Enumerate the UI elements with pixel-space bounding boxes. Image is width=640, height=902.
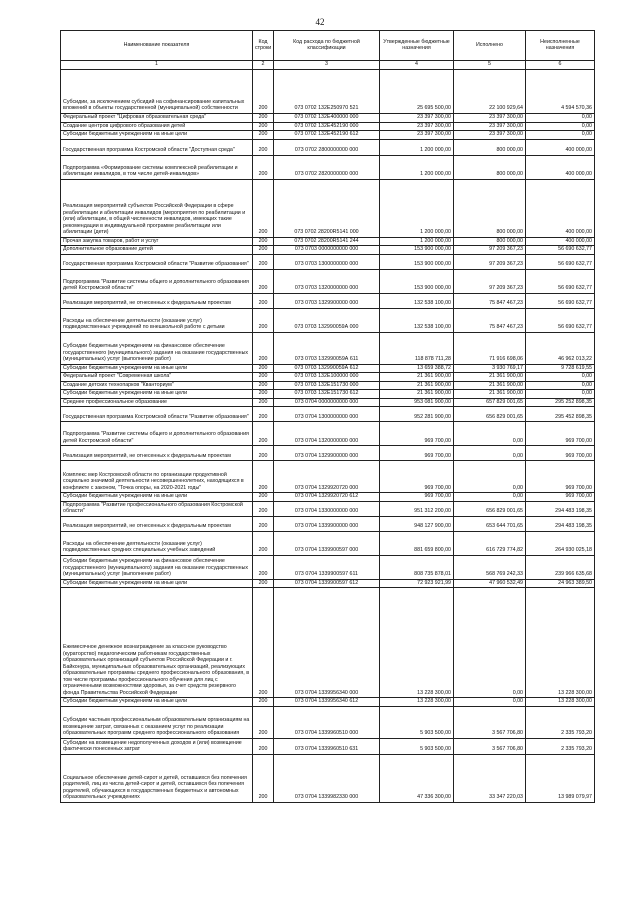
executed-amount: 22 100 929,64 xyxy=(454,69,526,113)
unexecuted-amount: 239 966 635,68 xyxy=(526,555,595,579)
line-code: 200 xyxy=(253,754,274,802)
budget-code: 073 0703 132990059А 000 xyxy=(274,308,380,332)
approved-amount: 951 312 200,00 xyxy=(380,501,454,516)
header-approved: Утвержденные бюджетные назначения xyxy=(380,31,454,61)
indicator-name: Реализация мероприятий, не отнесенных к федеральным проектам xyxy=(61,293,253,308)
budget-code: 073 0702 2820000000 000 xyxy=(274,155,380,179)
table-row xyxy=(61,516,595,531)
indicator-name: Ежемесячное денежное вознаграждение за классное руководство (кураторство) педагогическим работникам государственных образовательных организаций субъектов Российской Федерации и г. Байконура, муниципальных образовательных организаций, реализующих образовательные программы среднего профессионального образования, в том числе программы профессионального обучения для лиц с ограниченными возможностями здоровья, за счет средств резервного фонда Правительства Российской Федерации xyxy=(61,588,253,698)
budget-code: 073 0703 1300000000 000 xyxy=(274,254,380,269)
indicator-name: Субсидии бюджетным учреждениям на иные цели xyxy=(61,579,253,588)
table-row xyxy=(61,246,595,255)
approved-amount: 969 700,00 xyxy=(380,493,454,502)
executed-amount: 71 916 698,06 xyxy=(454,332,526,364)
approved-amount: 23 397 300,00 xyxy=(380,131,454,140)
indicator-name: Субсидии, за исключением субсидий на софинансирование капитальных вложений в объекты государственной (муниципальной) собственности xyxy=(61,69,253,113)
line-code: 200 xyxy=(253,516,274,531)
line-code: 200 xyxy=(253,139,274,155)
line-code: 200 xyxy=(253,179,274,237)
indicator-name: Создание центров цифрового образования детей xyxy=(61,122,253,131)
line-code: 200 xyxy=(253,293,274,308)
column-number-row xyxy=(61,61,595,70)
approved-amount: 72 923 921,99 xyxy=(380,579,454,588)
line-code: 200 xyxy=(253,381,274,390)
table-row xyxy=(61,113,595,122)
table-row xyxy=(61,579,595,588)
unexecuted-amount: 295 452 898,35 xyxy=(526,407,595,422)
unexecuted-amount: 969 700,00 xyxy=(526,493,595,502)
approved-amount: 948 127 900,00 xyxy=(380,516,454,531)
table-row xyxy=(61,69,595,113)
line-code: 200 xyxy=(253,501,274,516)
unexecuted-amount: 56 690 632,77 xyxy=(526,308,595,332)
column-number: 6 xyxy=(526,61,595,70)
unexecuted-amount: 56 690 632,77 xyxy=(526,246,595,255)
budget-code: 073 0704 1330000000 000 xyxy=(274,501,380,516)
indicator-name: Субсидии бюджетным учреждениям на иные цели xyxy=(61,493,253,502)
indicator-name: Реализация мероприятий, не отнесенных к федеральным проектам xyxy=(61,446,253,461)
approved-amount: 969 700,00 xyxy=(380,461,454,493)
budget-code: 073 0703 132E100000 000 xyxy=(274,373,380,382)
table-row xyxy=(61,555,595,579)
unexecuted-amount: 2 335 793,20 xyxy=(526,738,595,754)
indicator-name: Расходы на обеспечение деятельности (оказание услуг) подведомственных средних специальных учебных заведений xyxy=(61,531,253,555)
executed-amount: 97 209 367,23 xyxy=(454,269,526,293)
indicator-name: Государственная программа Костромской области "Развитие образования" xyxy=(61,254,253,269)
budget-code: 073 0703 1320000000 000 xyxy=(274,269,380,293)
line-code: 200 xyxy=(253,122,274,131)
executed-amount: 0,00 xyxy=(454,461,526,493)
line-code: 200 xyxy=(253,398,274,407)
executed-amount: 0,00 xyxy=(454,422,526,446)
header-row xyxy=(61,31,595,61)
unexecuted-amount: 56 690 632,77 xyxy=(526,254,595,269)
approved-amount: 153 900 000,00 xyxy=(380,246,454,255)
indicator-name: Подпрограмма "Развитие системы общего и дополнительного образования детей Костромской области" xyxy=(61,422,253,446)
indicator-name: Подпрограмма "Развитие системы общего и дополнительного образования детей Костромской области" xyxy=(61,269,253,293)
executed-amount: 3 567 706,80 xyxy=(454,738,526,754)
executed-amount: 21 361 900,00 xyxy=(454,373,526,382)
budget-code: 073 0703 132E151730 000 xyxy=(274,381,380,390)
approved-amount: 969 700,00 xyxy=(380,422,454,446)
unexecuted-amount: 295 252 898,35 xyxy=(526,398,595,407)
table-row xyxy=(61,390,595,399)
line-code: 200 xyxy=(253,446,274,461)
indicator-name: Социальное обеспечение детей-сирот и детей, оставшихся без попечения родителей, лиц из числа детей-сирот и детей, оставшихся без попечения родителей, обучающихся в государственных бюджетных и автономных образовательных учреждениях xyxy=(61,754,253,802)
executed-amount: 23 397 300,00 xyxy=(454,122,526,131)
column-number: 3 xyxy=(274,61,380,70)
budget-code: 073 0703 132990059А 612 xyxy=(274,364,380,373)
table-row xyxy=(61,364,595,373)
budget-code: 073 0703 0000000000 000 xyxy=(274,246,380,255)
header-indicator-name: Наименование показателя xyxy=(61,31,253,61)
unexecuted-amount: 13 228 300,00 xyxy=(526,588,595,698)
approved-amount: 808 735 878,01 xyxy=(380,555,454,579)
indicator-name: Дополнительное образование детей xyxy=(61,246,253,255)
unexecuted-amount: 0,00 xyxy=(526,122,595,131)
budget-code: 073 0703 132E151730 612 xyxy=(274,390,380,399)
unexecuted-amount: 9 728 619,55 xyxy=(526,364,595,373)
executed-amount: 800 000,00 xyxy=(454,237,526,246)
executed-amount: 47 960 532,49 xyxy=(454,579,526,588)
line-code: 200 xyxy=(253,555,274,579)
unexecuted-amount: 294 483 198,35 xyxy=(526,501,595,516)
approved-amount: 1 200 000,00 xyxy=(380,139,454,155)
approved-amount: 47 336 300,00 xyxy=(380,754,454,802)
line-code: 200 xyxy=(253,706,274,738)
executed-amount: 656 829 001,65 xyxy=(454,501,526,516)
approved-amount: 153 900 000,00 xyxy=(380,269,454,293)
unexecuted-amount: 969 700,00 xyxy=(526,461,595,493)
approved-amount: 1 200 000,00 xyxy=(380,179,454,237)
budget-code: 073 0703 1329900000 000 xyxy=(274,293,380,308)
indicator-name: Субсидии бюджетным учреждениям на иные цели xyxy=(61,698,253,707)
line-code: 200 xyxy=(253,407,274,422)
executed-amount: 3 930 769,17 xyxy=(454,364,526,373)
table-row xyxy=(61,501,595,516)
unexecuted-amount: 13 989 079,97 xyxy=(526,754,595,802)
approved-amount: 13 228 300,00 xyxy=(380,588,454,698)
budget-code: 073 0704 1339900000 000 xyxy=(274,516,380,531)
table-row xyxy=(61,738,595,754)
unexecuted-amount: 400 000,00 xyxy=(526,139,595,155)
executed-amount: 23 397 300,00 xyxy=(454,131,526,140)
budget-code: 073 0702 2800000000 000 xyxy=(274,139,380,155)
approved-amount: 1 200 000,00 xyxy=(380,237,454,246)
budget-code: 073 0702 28200R5141 000 xyxy=(274,179,380,237)
table-row xyxy=(61,293,595,308)
line-code: 200 xyxy=(253,237,274,246)
executed-amount: 21 361 900,00 xyxy=(454,390,526,399)
executed-amount: 0,00 xyxy=(454,588,526,698)
table-body xyxy=(61,69,595,802)
budget-code: 073 0702 132E452190 000 xyxy=(274,122,380,131)
table-row xyxy=(61,407,595,422)
unexecuted-amount: 0,00 xyxy=(526,381,595,390)
table-row xyxy=(61,332,595,364)
approved-amount: 952 281 900,00 xyxy=(380,407,454,422)
indicator-name: Среднее профессиональное образование xyxy=(61,398,253,407)
line-code: 200 xyxy=(253,422,274,446)
line-code: 200 xyxy=(253,155,274,179)
table-row xyxy=(61,461,595,493)
table-row xyxy=(61,398,595,407)
table-row xyxy=(61,381,595,390)
executed-amount: 800 000,00 xyxy=(454,179,526,237)
executed-amount: 75 847 467,23 xyxy=(454,308,526,332)
budget-code: 073 0704 1339960510 631 xyxy=(274,738,380,754)
table-row xyxy=(61,237,595,246)
unexecuted-amount: 969 700,00 xyxy=(526,446,595,461)
table-row xyxy=(61,179,595,237)
budget-code: 073 0704 1329920720 000 xyxy=(274,461,380,493)
approved-amount: 153 900 000,00 xyxy=(380,254,454,269)
column-number: 5 xyxy=(454,61,526,70)
unexecuted-amount: 0,00 xyxy=(526,113,595,122)
approved-amount: 21 361 900,00 xyxy=(380,373,454,382)
table-row xyxy=(61,422,595,446)
table-row xyxy=(61,373,595,382)
indicator-name: Субсидии бюджетным учреждениям на финансовое обеспечение государственного (муниципального) задания на оказание государственных (муниципальных) услуг (выполнение работ) xyxy=(61,555,253,579)
budget-execution-table xyxy=(60,30,595,803)
line-code: 200 xyxy=(253,131,274,140)
approved-amount: 1 200 000,00 xyxy=(380,155,454,179)
approved-amount: 132 538 100,00 xyxy=(380,293,454,308)
budget-code: 073 0702 132E400000 000 xyxy=(274,113,380,122)
approved-amount: 881 659 800,00 xyxy=(380,531,454,555)
page-number: 42 xyxy=(315,17,325,27)
indicator-name: Государственная программа Костромской области "Развитие образования" xyxy=(61,407,253,422)
unexecuted-amount: 0,00 xyxy=(526,373,595,382)
executed-amount: 616 729 774,82 xyxy=(454,531,526,555)
table-row xyxy=(61,122,595,131)
unexecuted-amount: 400 000,00 xyxy=(526,179,595,237)
table-row xyxy=(61,706,595,738)
approved-amount: 5 903 500,00 xyxy=(380,738,454,754)
budget-code: 073 0704 1300000000 000 xyxy=(274,407,380,422)
line-code: 200 xyxy=(253,531,274,555)
unexecuted-amount: 4 594 570,36 xyxy=(526,69,595,113)
executed-amount: 656 829 001,65 xyxy=(454,407,526,422)
executed-amount: 33 347 220,03 xyxy=(454,754,526,802)
indicator-name: Субсидии на возмещение недополученных доходов и (или) возмещение фактически понесенных затрат xyxy=(61,738,253,754)
line-code: 200 xyxy=(253,364,274,373)
column-number: 2 xyxy=(253,61,274,70)
unexecuted-amount: 24 963 389,50 xyxy=(526,579,595,588)
executed-amount: 657 829 001,65 xyxy=(454,398,526,407)
unexecuted-amount: 0,00 xyxy=(526,390,595,399)
line-code: 200 xyxy=(253,698,274,707)
line-code: 200 xyxy=(253,254,274,269)
table-row xyxy=(61,493,595,502)
table-row xyxy=(61,155,595,179)
indicator-name: Реализация мероприятий субъектов Российской Федерации в сфере реабилитации и абилитации инвалидов (мероприятия по реабилитации и (или) абилитации, в общей численности инвалидов, имеющих такие рекомендации в индивидуальной программе реабилитации или абилитации (дети) xyxy=(61,179,253,237)
executed-amount: 0,00 xyxy=(454,493,526,502)
indicator-name: Федеральный проект "Цифровая образовательная среда" xyxy=(61,113,253,122)
line-code: 200 xyxy=(253,373,274,382)
unexecuted-amount: 264 930 025,18 xyxy=(526,531,595,555)
budget-code: 073 0702 132E250970 521 xyxy=(274,69,380,113)
approved-amount: 21 361 900,00 xyxy=(380,381,454,390)
column-number: 4 xyxy=(380,61,454,70)
line-code: 200 xyxy=(253,738,274,754)
line-code: 200 xyxy=(253,588,274,698)
indicator-name: Комплекс мер Костромской области по организации продуктивной социально значимой деятельности несовершеннолетних, находящихся в конфликте с законом, "Точка опоры, на 2020-2021 годы" xyxy=(61,461,253,493)
indicator-name: Прочая закупка товаров, работ и услуг xyxy=(61,237,253,246)
budget-code: 073 0704 1329900000 000 xyxy=(274,446,380,461)
header-budget-code: Код расхода по бюджетной классификации xyxy=(274,31,380,61)
executed-amount: 653 644 701,65 xyxy=(454,516,526,531)
budget-code: 073 0703 132990059А 611 xyxy=(274,332,380,364)
unexecuted-amount: 294 483 198,35 xyxy=(526,516,595,531)
executed-amount: 0,00 xyxy=(454,698,526,707)
line-code: 200 xyxy=(253,246,274,255)
line-code: 200 xyxy=(253,579,274,588)
table-row xyxy=(61,254,595,269)
table-row xyxy=(61,754,595,802)
executed-amount: 97 209 367,23 xyxy=(454,246,526,255)
table-row xyxy=(61,131,595,140)
table-row xyxy=(61,698,595,707)
budget-code: 073 0704 1339960510 000 xyxy=(274,706,380,738)
header-executed: Исполнено xyxy=(454,31,526,61)
indicator-name: Субсидии бюджетным учреждениям на иные цели xyxy=(61,364,253,373)
approved-amount: 21 361 900,00 xyxy=(380,390,454,399)
approved-amount: 25 695 500,00 xyxy=(380,69,454,113)
budget-code: 073 0704 1339900597 000 xyxy=(274,531,380,555)
unexecuted-amount: 46 962 013,22 xyxy=(526,332,595,364)
indicator-name: Расходы на обеспечение деятельности (оказание услуг) подведомственных учреждений по внешкольной работе с детьми xyxy=(61,308,253,332)
indicator-name: Субсидии бюджетным учреждениям на иные цели xyxy=(61,131,253,140)
budget-code: 073 0704 1339982330 000 xyxy=(274,754,380,802)
executed-amount: 21 361 900,00 xyxy=(454,381,526,390)
indicator-name: Субсидии бюджетным учреждениям на финансовое обеспечение государственного (муниципального) задания на оказание государственных (муниципальных) услуг (выполнение работ) xyxy=(61,332,253,364)
approved-amount: 118 878 711,28 xyxy=(380,332,454,364)
indicator-name: Федеральный проект "Современная школа" xyxy=(61,373,253,382)
budget-code: 073 0702 132E452190 612 xyxy=(274,131,380,140)
unexecuted-amount: 400 000,00 xyxy=(526,237,595,246)
indicator-name: Реализация мероприятий, не отнесенных к федеральным проектам xyxy=(61,516,253,531)
budget-code: 073 0702 28200R5141 244 xyxy=(274,237,380,246)
budget-code: 073 0704 1339900597 611 xyxy=(274,555,380,579)
budget-code: 073 0704 1339956340 612 xyxy=(274,698,380,707)
executed-amount: 0,00 xyxy=(454,446,526,461)
indicator-name: Подпрограмма "Развитие профессионального образования Костромской области" xyxy=(61,501,253,516)
executed-amount: 800 000,00 xyxy=(454,139,526,155)
unexecuted-amount: 0,00 xyxy=(526,131,595,140)
indicator-name: Создание детских технопарков "Кванториум" xyxy=(61,381,253,390)
executed-amount: 568 769 242,33 xyxy=(454,555,526,579)
indicator-name: Государственная программа Костромской области "Доступная среда" xyxy=(61,139,253,155)
executed-amount: 3 567 706,80 xyxy=(454,706,526,738)
header-line-code: Код строки xyxy=(253,31,274,61)
budget-code: 073 0704 1339956340 000 xyxy=(274,588,380,698)
table-row xyxy=(61,139,595,155)
line-code: 200 xyxy=(253,269,274,293)
approved-amount: 13 228 300,00 xyxy=(380,698,454,707)
indicator-name: Подпрограмма «Формирование системы комплексной реабилитации и абилитации инвалидов, в том числе детей-инвалидов» xyxy=(61,155,253,179)
line-code: 200 xyxy=(253,493,274,502)
executed-amount: 97 209 367,23 xyxy=(454,254,526,269)
line-code: 200 xyxy=(253,69,274,113)
unexecuted-amount: 13 228 300,00 xyxy=(526,698,595,707)
unexecuted-amount: 56 690 632,77 xyxy=(526,269,595,293)
approved-amount: 13 659 388,72 xyxy=(380,364,454,373)
line-code: 200 xyxy=(253,113,274,122)
table-row xyxy=(61,446,595,461)
budget-code: 073 0704 1329920720 612 xyxy=(274,493,380,502)
approved-amount: 969 700,00 xyxy=(380,446,454,461)
unexecuted-amount: 969 700,00 xyxy=(526,422,595,446)
unexecuted-amount: 400 000,00 xyxy=(526,155,595,179)
approved-amount: 132 538 100,00 xyxy=(380,308,454,332)
executed-amount: 800 000,00 xyxy=(454,155,526,179)
budget-code: 073 0704 1320000000 000 xyxy=(274,422,380,446)
line-code: 200 xyxy=(253,308,274,332)
budget-code: 073 0704 0000000000 000 xyxy=(274,398,380,407)
header-unexecuted: Неисполненные назначения xyxy=(526,31,595,61)
indicator-name: Субсидии бюджетным учреждениям на иные цели xyxy=(61,390,253,399)
line-code: 200 xyxy=(253,390,274,399)
table-row xyxy=(61,531,595,555)
approved-amount: 23 397 300,00 xyxy=(380,122,454,131)
unexecuted-amount: 56 690 632,77 xyxy=(526,293,595,308)
executed-amount: 75 847 467,23 xyxy=(454,293,526,308)
approved-amount: 23 397 300,00 xyxy=(380,113,454,122)
budget-code: 073 0704 1339900597 612 xyxy=(274,579,380,588)
line-code: 200 xyxy=(253,332,274,364)
line-code: 200 xyxy=(253,461,274,493)
table-row xyxy=(61,308,595,332)
table-row xyxy=(61,269,595,293)
unexecuted-amount: 2 335 793,20 xyxy=(526,706,595,738)
approved-amount: 953 081 900,00 xyxy=(380,398,454,407)
column-number: 1 xyxy=(61,61,253,70)
table-row xyxy=(61,588,595,698)
approved-amount: 5 903 500,00 xyxy=(380,706,454,738)
indicator-name: Субсидии частным профессиональным образовательным организациям на возмещение затрат, связанных с оказанием услуг по реализации образовательных программ среднего профессионального образования xyxy=(61,706,253,738)
executed-amount: 23 397 300,00 xyxy=(454,113,526,122)
